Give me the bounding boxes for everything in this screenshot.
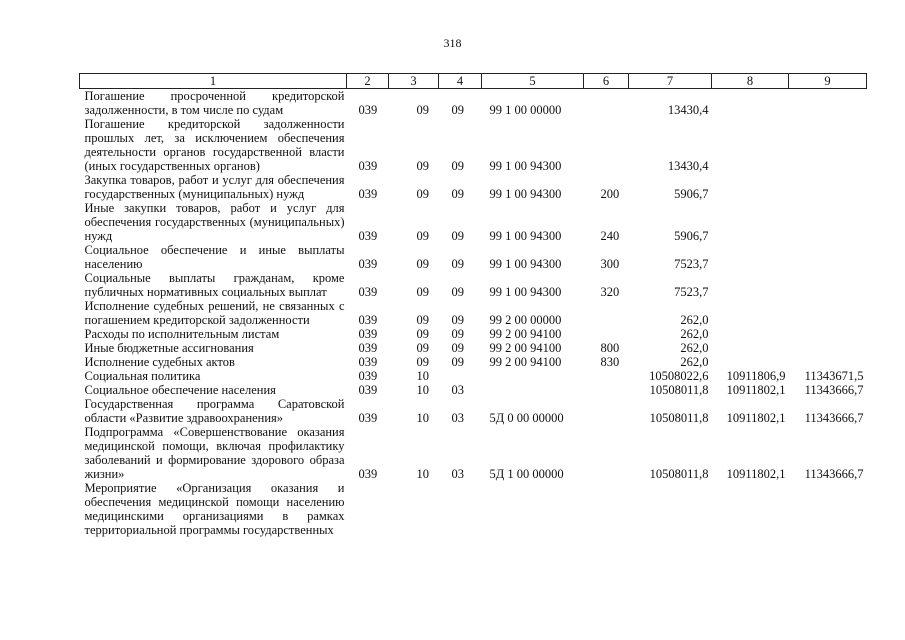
row-name-cell: Иные бюджетные ассигнования	[84, 341, 254, 355]
expense-type-cell: 300	[600, 257, 620, 271]
amount-year3-cell	[789, 271, 867, 299]
amount-year2-cell	[712, 89, 789, 118]
expense-type-cell: 830	[600, 355, 620, 369]
expense-type-cell	[584, 425, 629, 481]
section-code-cell: 10	[416, 369, 429, 383]
ministry-code-cell: 039	[358, 257, 378, 271]
section-code-cell: 09	[416, 355, 429, 369]
amount-year2-cell: 10911806,9	[726, 369, 786, 383]
table-row	[80, 425, 867, 481]
target-article-cell	[482, 481, 584, 537]
ministry-code-cell: 039	[358, 383, 378, 397]
amount-year3-cell	[789, 299, 867, 327]
row-name-cell: Погашение кредиторской задолженности прошлых лет, за исключением обеспечения деятельности органов государственной власти (иных государственных органов)	[84, 117, 345, 173]
table-row	[80, 89, 867, 118]
expense-type-cell: 200	[600, 187, 620, 201]
amount-year2-cell	[712, 271, 789, 299]
amount-year2-cell	[712, 243, 789, 271]
section-code-cell: 10	[416, 467, 429, 481]
table-row	[80, 173, 867, 201]
amount-year3-cell	[789, 327, 867, 341]
amount-year2-cell	[712, 327, 789, 341]
expense-type-cell	[584, 397, 629, 425]
row-name-cell: Социальные выплаты гражданам, кроме публичных нормативных социальных выплат	[84, 271, 345, 299]
subsection-code-cell: 09	[451, 341, 464, 355]
table-row	[80, 243, 867, 271]
subsection-code-cell: 09	[451, 285, 464, 299]
subsection-code-cell: 09	[451, 313, 464, 327]
amount-year3-cell	[789, 201, 867, 243]
table-row	[80, 271, 867, 299]
table-row	[80, 201, 867, 243]
row-name-cell: Иные закупки товаров, работ и услуг для обеспечения государственных (муниципальных) нужд	[84, 201, 345, 243]
ministry-code-cell: 039	[358, 327, 378, 341]
expense-type-cell	[584, 89, 629, 118]
column-header: 4	[439, 74, 482, 89]
table-body	[80, 89, 867, 538]
section-code-cell: 09	[416, 159, 429, 173]
row-name-cell: Закупка товаров, работ и услуг для обеспечения государственных (муниципальных) нужд	[84, 173, 345, 201]
subsection-code-cell: 09	[451, 327, 464, 341]
amount-year3-cell	[789, 481, 867, 537]
subsection-code-cell	[439, 369, 482, 383]
expense-type-cell	[584, 383, 629, 397]
amount-year2-cell: 10911802,1	[726, 411, 786, 425]
target-article-cell: 99 1 00 94300	[489, 187, 562, 201]
amount-year3-cell: 11343671,5	[804, 369, 864, 383]
table-row	[80, 383, 867, 397]
amount-year1-cell: 10508011,8	[649, 411, 709, 425]
amount-year2-cell	[712, 299, 789, 327]
ministry-code-cell: 039	[358, 285, 378, 299]
ministry-code-cell: 039	[358, 313, 378, 327]
subsection-code-cell: 09	[451, 257, 464, 271]
section-code-cell: 10	[416, 383, 429, 397]
target-article-cell: 99 1 00 00000	[489, 103, 562, 117]
target-article-cell: 99 1 00 94300	[489, 229, 562, 243]
amount-year2-cell	[712, 341, 789, 355]
table-row	[80, 355, 867, 369]
section-code-cell: 09	[416, 187, 429, 201]
ministry-code-cell: 039	[358, 355, 378, 369]
table-row	[80, 327, 867, 341]
section-code-cell: 09	[416, 327, 429, 341]
ministry-code-cell: 039	[358, 341, 378, 355]
table-row	[80, 299, 867, 327]
subsection-code-cell: 09	[451, 229, 464, 243]
ministry-code-cell: 039	[358, 467, 378, 481]
row-name-cell: Исполнение судебных актов	[84, 355, 235, 369]
amount-year1-cell: 10508011,8	[649, 383, 709, 397]
row-name-cell: Социальная политика	[84, 369, 201, 383]
amount-year1-cell: 13430,4	[667, 159, 709, 173]
subsection-code-cell: 09	[451, 355, 464, 369]
amount-year3-cell: 11343666,7	[804, 467, 864, 481]
amount-year3-cell: 11343666,7	[804, 411, 864, 425]
amount-year3-cell	[789, 243, 867, 271]
amount-year1-cell: 262,0	[680, 341, 709, 355]
amount-year2-cell	[712, 201, 789, 243]
amount-year3-cell	[789, 341, 867, 355]
column-header: 7	[629, 74, 712, 89]
target-article-cell: 99 1 00 94300	[489, 285, 562, 299]
amount-year1-cell: 5906,7	[674, 187, 709, 201]
amount-year3-cell	[789, 355, 867, 369]
section-code-cell: 09	[416, 229, 429, 243]
ministry-code-cell: 039	[358, 369, 378, 383]
subsection-code-cell: 03	[451, 383, 464, 397]
table-row	[80, 397, 867, 425]
target-article-cell: 99 1 00 94300	[489, 257, 562, 271]
row-name-cell: Расходы по исполнительным листам	[84, 327, 280, 341]
amount-year1-cell: 10508022,6	[649, 369, 709, 383]
page-number: 318	[443, 36, 462, 50]
amount-year2-cell	[712, 355, 789, 369]
subsection-code-cell: 03	[451, 411, 464, 425]
column-header: 1	[80, 74, 347, 89]
row-name-cell: Исполнение судебных решений, не связанных с погашением кредиторской задолженности	[84, 299, 345, 327]
ministry-code-cell: 039	[358, 187, 378, 201]
amount-year2-cell	[712, 481, 789, 537]
target-article-cell: 99 2 00 00000	[489, 313, 562, 327]
target-article-cell	[482, 369, 584, 383]
amount-year1-cell	[629, 481, 712, 537]
amount-year1-cell: 262,0	[680, 327, 709, 341]
expense-type-cell	[584, 369, 629, 383]
section-code-cell: 09	[416, 313, 429, 327]
amount-year1-cell: 7523,7	[674, 257, 709, 271]
amount-year1-cell: 13430,4	[667, 103, 709, 117]
amount-year3-cell	[789, 89, 867, 118]
amount-year2-cell: 10911802,1	[726, 467, 786, 481]
target-article-cell: 5Д 1 00 00000	[489, 467, 564, 481]
subsection-code-cell: 09	[451, 187, 464, 201]
row-name-cell: Социальное обеспечение и иные выплаты населению	[84, 243, 345, 271]
subsection-code-cell: 09	[451, 159, 464, 173]
expense-type-cell: 240	[600, 229, 620, 243]
column-header: 2	[347, 74, 389, 89]
subsection-code-cell: 09	[451, 103, 464, 117]
expense-type-cell: 320	[600, 285, 620, 299]
section-code-cell: 09	[416, 103, 429, 117]
amount-year3-cell	[789, 117, 867, 173]
table-row	[80, 369, 867, 383]
section-code-cell: 09	[416, 257, 429, 271]
budget-table	[79, 73, 867, 537]
amount-year2-cell	[712, 173, 789, 201]
amount-year2-cell: 10911802,1	[726, 383, 786, 397]
column-header: 5	[482, 74, 584, 89]
ministry-code-cell: 039	[358, 103, 378, 117]
ministry-code-cell: 039	[358, 159, 378, 173]
section-code-cell: 09	[416, 285, 429, 299]
table-row	[80, 117, 867, 173]
target-article-cell: 99 1 00 94300	[489, 159, 562, 173]
amount-year3-cell	[789, 173, 867, 201]
column-header: 3	[389, 74, 439, 89]
ministry-code-cell: 039	[358, 411, 378, 425]
amount-year1-cell: 262,0	[680, 313, 709, 327]
target-article-cell: 99 2 00 94100	[489, 327, 562, 341]
row-name-cell: Социальное обеспечение населения	[84, 383, 276, 397]
table-row	[80, 481, 867, 537]
row-name-cell: Подпрограмма «Совершенствование оказания медицинской помощи, включая профилактику заболеваний и формирование здорового образа жизни»	[84, 425, 345, 481]
amount-year1-cell: 10508011,8	[649, 467, 709, 481]
section-code-cell: 10	[416, 411, 429, 425]
column-header: 6	[584, 74, 629, 89]
subsection-code-cell: 03	[451, 467, 464, 481]
amount-year2-cell	[712, 117, 789, 173]
target-article-cell: 99 2 00 94100	[489, 341, 562, 355]
row-name-cell: Государственная программа Саратовской области «Развитие здравоохранения»	[84, 397, 345, 425]
expense-type-cell	[584, 117, 629, 173]
expense-type-cell: 800	[600, 341, 620, 355]
column-header: 8	[712, 74, 789, 89]
row-name-cell: Мероприятие «Организация оказания и обеспечения медицинской помощи населению медицинскими организациями в рамках территориальной программы государственных	[84, 481, 345, 537]
column-header: 9	[789, 74, 867, 89]
subsection-code-cell	[439, 481, 482, 537]
amount-year1-cell: 5906,7	[674, 229, 709, 243]
amount-year1-cell: 262,0	[680, 355, 709, 369]
amount-year1-cell: 7523,7	[674, 285, 709, 299]
ministry-code-cell	[347, 481, 389, 537]
expense-type-cell	[584, 481, 629, 537]
row-name-cell: Погашение просроченной кредиторской задолженности, в том числе по судам	[84, 89, 345, 117]
section-code-cell: 09	[416, 341, 429, 355]
section-code-cell	[389, 481, 439, 537]
table-row	[80, 341, 867, 355]
target-article-cell	[482, 383, 584, 397]
expense-type-cell	[584, 327, 629, 341]
amount-year3-cell: 11343666,7	[804, 383, 864, 397]
target-article-cell: 5Д 0 00 00000	[489, 411, 564, 425]
table-header-row	[80, 74, 867, 89]
expense-type-cell	[584, 299, 629, 327]
target-article-cell: 99 2 00 94100	[489, 355, 562, 369]
ministry-code-cell: 039	[358, 229, 378, 243]
